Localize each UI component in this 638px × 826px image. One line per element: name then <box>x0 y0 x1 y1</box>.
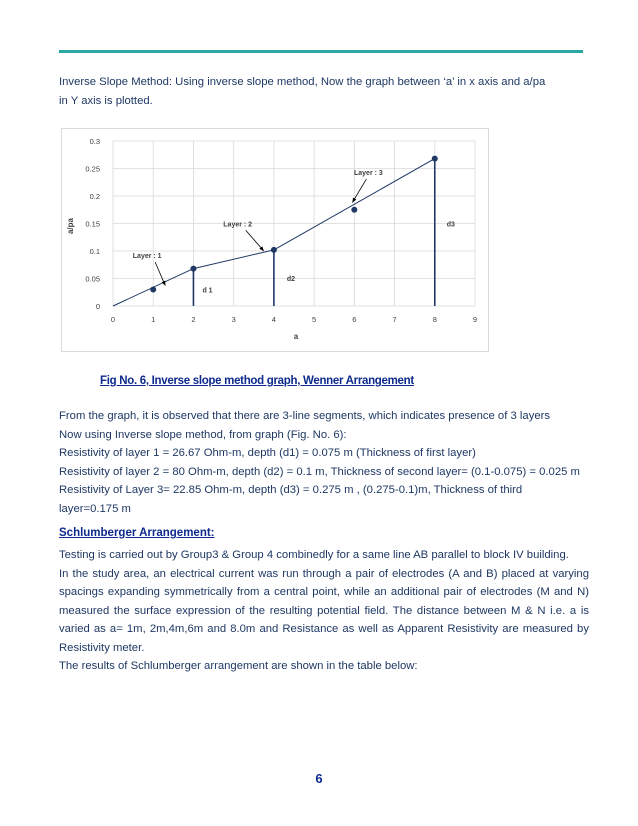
finding-line: Now using Inverse slope method, from graph (Fig. No. 6): <box>59 428 347 441</box>
x-tick-label: 4 <box>271 315 276 324</box>
section-line-1: Testing is carried out by Group3 & Group 4 combinedly for a same line AB parallel to block IV building. <box>59 549 569 561</box>
y-axis-label: a/pa <box>66 217 75 235</box>
data-point <box>351 207 357 213</box>
data-point <box>432 156 438 162</box>
y-tick-label: 0.15 <box>85 219 100 229</box>
x-tick-label: 7 <box>392 315 397 324</box>
section-paragraph <box>59 546 589 676</box>
x-tick-label: 5 <box>312 315 317 324</box>
finding-line: From the graph, it is observed that there are 3-line segments, which indicates presence of 3 layers <box>59 410 551 422</box>
figure-caption: Fig No. 6, Inverse slope method graph, Wenner Arrangement <box>100 375 414 387</box>
x-tick-label: 0 <box>110 315 116 324</box>
finding-line: layer=0.175 m <box>59 502 131 515</box>
depth-label: d2 <box>286 275 296 283</box>
x-axis-label: a <box>293 332 299 341</box>
y-tick-label: 0.1 <box>89 247 100 256</box>
page-number: 6 <box>315 771 323 786</box>
data-point <box>150 287 156 293</box>
x-tick-label: 1 <box>151 315 156 324</box>
y-tick-label: 0.05 <box>85 274 100 284</box>
section-line-last: The results of Schlumberger arrangement are shown in the table below: <box>59 660 418 672</box>
y-tick-label: 0.2 <box>89 192 100 201</box>
chart-series <box>113 156 438 306</box>
y-tick-label: 0 <box>95 302 100 311</box>
chart-ticks <box>85 137 477 324</box>
x-tick-label: 3 <box>231 315 236 324</box>
intro-line-2: in Y axis is plotted. <box>59 95 153 107</box>
x-tick-label: 6 <box>352 315 357 324</box>
depth-label: d 1 <box>202 287 213 295</box>
chart-annotations <box>133 170 455 294</box>
layer-label: Layer : 1 <box>132 253 162 261</box>
x-tick-label: 8 <box>432 315 437 324</box>
intro-paragraph <box>59 73 589 111</box>
data-point <box>190 266 196 272</box>
finding-line: Resistivity of layer 2 = 80 Ohm-m, depth (d2) = 0.1 m, Thickness of second layer= (0.1-0.075) = 0.025 m <box>59 465 580 478</box>
x-tick-label: 2 <box>191 315 196 324</box>
findings-paragraph <box>59 407 589 518</box>
inverse-slope-chart <box>61 128 489 352</box>
layer-label: Layer : 2 <box>223 221 253 229</box>
top-rule <box>59 50 583 53</box>
section-body: In the study area, an electrical current was run through a pair of electrodes (A and B) placed at varying spacings expanding symmetrically from a central point, while an additional pair of electrodes (M and N) measured the surface expression of the resulting potential field. The distance between M & N i.e. a is varied as a= 1m, 2m,4m,6m and 8.0m and Resistance as well as Apparent Resistivity are measured by Resistivity meter. <box>59 567 589 654</box>
y-tick-label: 0.25 <box>85 164 100 174</box>
data-point <box>271 247 277 253</box>
finding-line: Resistivity of layer 1 = 26.67 Ohm-m, depth (d1) = 0.075 m (Thickness of first layer) <box>59 447 476 459</box>
section-heading: Schlumberger Arrangement: <box>59 527 215 539</box>
y-tick-label: 0.3 <box>89 137 100 146</box>
depth-label: d3 <box>446 221 455 229</box>
finding-line: Resistivity of Layer 3= 22.85 Ohm-m, depth (d3) = 0.275 m , (0.275-0.1)m, Thickness of third <box>59 484 523 496</box>
x-tick-label: 9 <box>472 315 478 324</box>
intro-line-1: Inverse Slope Method: Using inverse slope method, Now the graph between ‘a’ in x axis and a/pa <box>59 76 546 88</box>
layer-label: Layer : 3 <box>354 170 383 178</box>
